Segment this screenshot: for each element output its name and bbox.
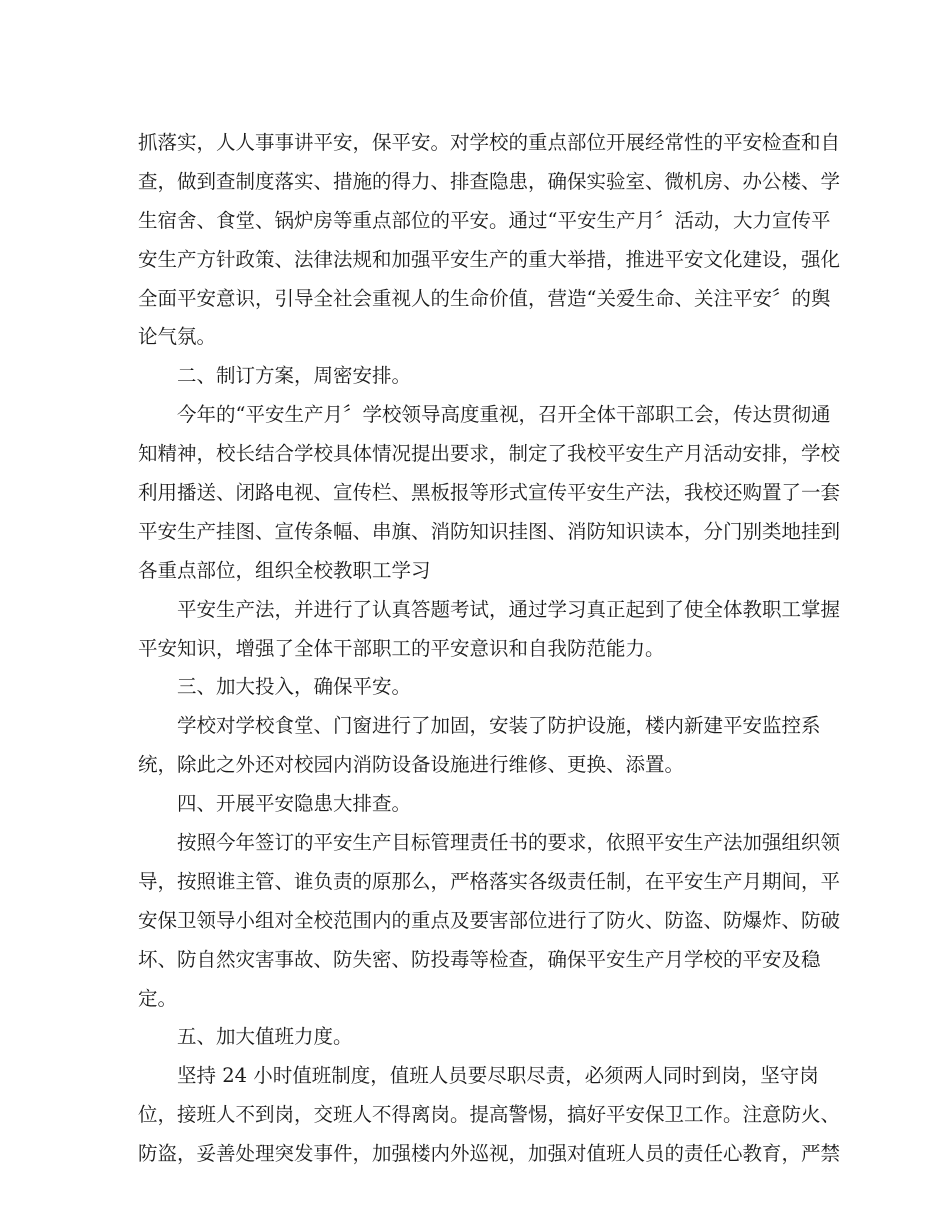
text-line: 统，除此之外还对校园内消防设备设施进行维修、更换、添置。 — [138, 753, 685, 777]
text-line: 生宿舍、食堂、锅炉房等重点部位的平安。通过“平安生产月〞活动，大力宣传平 — [138, 208, 831, 232]
text-line: 五、加大值班力度。 — [177, 1025, 353, 1049]
text-line: 导，按照谁主管、谁负责的原那么，严格落实各级责任制，在平安生产月期间，平 — [138, 869, 841, 893]
text-line: 学校对学校食堂、门窗进行了加固，安装了防护设施，楼内新建平安监控系 — [177, 714, 821, 738]
text-line: 坏、防自然灾害事故、防失密、防投毒等检查，确保平安生产月学校的平安及稳 — [138, 947, 821, 971]
text-line: 四、开展平安隐患大排查。 — [177, 792, 412, 816]
text-line: 定。 — [138, 986, 178, 1010]
text-line: 知精神，校长结合学校具体情况提出要求，制定了我校平安生产月活动安排，学校 — [138, 442, 841, 466]
text-line: 论气氛。 — [138, 325, 217, 349]
text-line: 防盗，妥善处理突发事件，加强楼内外巡视，加强对值班人员的责任心教育，严禁 — [138, 1142, 841, 1166]
text-line: 各重点部位，组织全校教职工学习 — [138, 558, 431, 582]
text-line: 二、制订方案，周密安排。 — [177, 364, 412, 388]
text-line: 全面平安意识，引导全社会重视人的生命价值，营造“关爱生命、关注平安〞的舆 — [138, 286, 831, 310]
document-body — [138, 124, 841, 1174]
text-line: 按照今年签订的平安生产目标管理责任书的要求，依照平安生产法加强组织领 — [177, 831, 841, 855]
text-line: 平安生产法，并进行了认真答题考试，通过学习真正起到了使全体教职工掌握 — [177, 597, 841, 621]
text-line: 平安知识，增强了全体干部职工的平安意识和自我防范能力。 — [138, 636, 665, 660]
text-line: 安生产方针政策、法律法规和加强平安生产的重大举措，推进平安文化建设，强化 — [138, 247, 841, 271]
text-line: 位，接班人不到岗，交班人不得离岗。提高警惕，搞好平安保卫工作。注意防火、 — [138, 1103, 841, 1127]
text-line: 利用播送、闭路电视、宣传栏、黑板报等形式宣传平安生产法，我校还购置了一套 — [138, 481, 841, 505]
text-line: 今年的“平安生产月〞学校领导高度重视，召开全体干部职工会，传达贯彻通 — [177, 403, 831, 427]
text-line: 平安生产挂图、宣传条幅、串旗、消防知识挂图、消防知识读本，分门别类地挂到 — [138, 519, 841, 543]
text-line: 安保卫领导小组对全校范围内的重点及要害部位进行了防火、防盗、防爆炸、防破 — [138, 908, 841, 932]
text-line: 抓落实，人人事事讲平安，保平安。对学校的重点部位开展经常性的平安检查和自 — [138, 131, 841, 154]
text-line: 坚持 24 小时值班制度，值班人员要尽职尽责，必须两人同时到岗，坚守岗 — [177, 1064, 819, 1088]
text-line: 查，做到查制度落实、措施的得力、排查隐患，确保实验室、微机房、办公楼、学 — [138, 169, 841, 193]
text-line: 三、加大投入，确保平安。 — [177, 675, 412, 699]
